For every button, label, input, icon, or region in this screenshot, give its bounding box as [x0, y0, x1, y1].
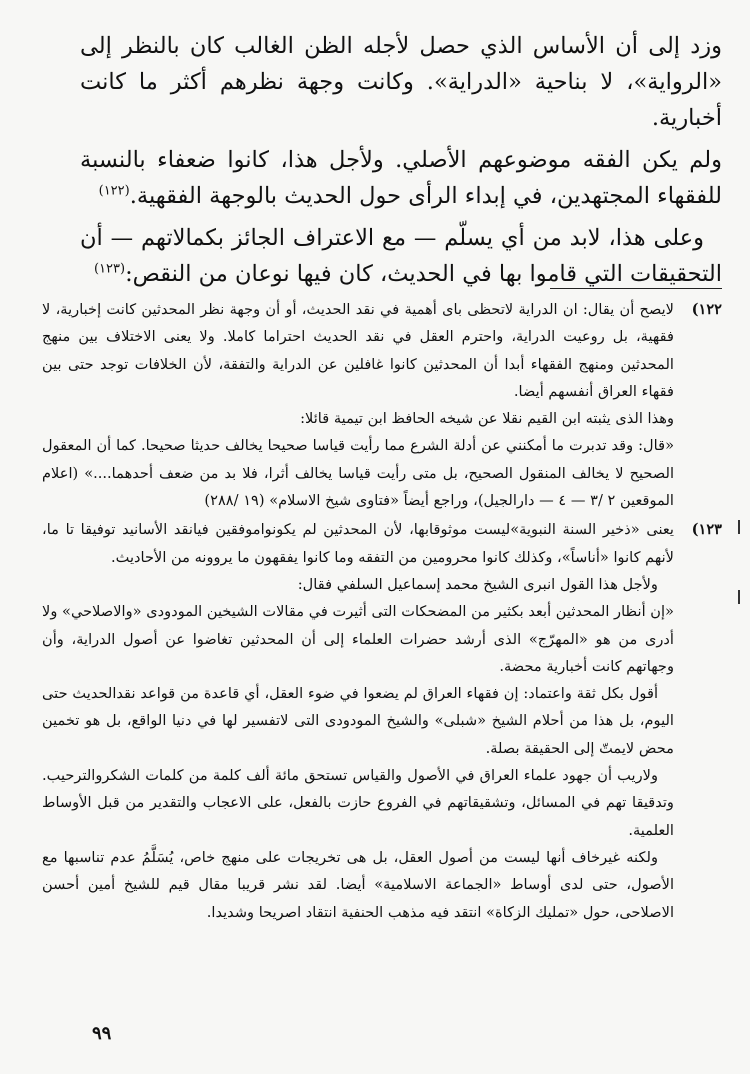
margin-mark: [738, 520, 740, 534]
footnote-paragraph: أقول بكل ثقة واعتماد: إن فقهاء العراق لم يضعوا في ضوء العقل، أي قاعدة من قواعد نقدالحديث حتى اليوم، بل هذا من أحلام الشيخ «شبلى» والشيخ المودودى التى لاتفسير لها في دنيا الواقع، بل هو تخمين محض لايمتّ إلى الحقيقة بصلة.: [42, 685, 674, 757]
footnote-paragraph: وهذا الذى يثبته ابن القيم نقلا عن شيخه الحافظ ابن تيمية قائلا:: [300, 410, 674, 428]
footnote-paragraph: ولكنه غيرخاف أنها ليست من أصول العقل، بل هى تخريجات على منهج خاص، يُسَلَّمُ عدم تناسبها مع الأصول، حتى لدى أوساط «الجماعة الاسلامية» أيضا. لقد نشر قريبا مقال قيم للشيخ أمين أحسن الاصلاحى، حول «تمليك الزكاة» انتقد فيه مذهب الحنفية انتقاد اصريحا وشديدا.: [42, 848, 674, 921]
main-paragraph-1: وزد إلى أن الأساس الذي حصل لأجله الظن الغالب كان بالنظر إلى «الرواية»، لا بناحية «الدراية». وكانت وجهة نظرهم أكثر ما كانت أخبارية.: [80, 33, 722, 131]
main-paragraph-2: [80, 142, 722, 214]
footnote-number: ١٢٢): [691, 301, 722, 318]
footnote-paragraph: لايصح أن يقال: ان الدراية لاتحظى باى أهمية في نقد الحديث، أو أن وجهة نظر المحدثين كانت إخبارية، لا فقهية، بل روعيت الدراية، واحترم العقل في نقد الحديث احتراما كاملا. ولا يعنى الاختلاف بين منهج المحدثين ومنهج الفقهاء أبدا أن المحدثين كانوا غافلين عن الدراية والتفقة، لأن الخلافات توجد حتى بين فقهاء العراق أنفسهم أيضا.: [42, 301, 674, 400]
footnote-paragraph: ولاريب أن جهود علماء العراق في الأصول والقياس تستحق مائة ألف كلمة من كلمات الشكروالترحيب. وتدقيقا تهم في المسائل، وتشقيقاتهم في الفروع حازت بالفعل، على الاعجاب والتقدير من قبل الأوساط العلمية.: [42, 767, 674, 839]
main-text: [80, 28, 722, 298]
footnote-number: ١٢٣): [691, 521, 722, 539]
main-paragraph-3-text: وعلى هذا، لابد من أي يسلّم — مع الاعتراف الجائز بكمالاتهم — أن التحقيقات التي قاموا بها في الحديث، كان فيها نوعان من النقص:: [80, 225, 722, 287]
footnote-122: [42, 296, 722, 514]
footnote-ref-122: (١٢٢): [98, 183, 130, 199]
margin-mark: [738, 590, 740, 604]
footnote-ref-123: (١٢٣): [93, 261, 126, 277]
footnote-123: [42, 516, 722, 925]
footnote-quote: «إن أنظار المحدثين أبعد بكثير من المضحكات التى أثيرت في مقالات الشيخين المودودى «والاصلاحي» ولا أدرى من هو «المهرّج» الذى أرشد حضرات العلماء إلى أن المحدثين تغاضوا عن أصول الدراية، وأن وجهاتهم كانت أخبارية محضة.: [42, 603, 674, 675]
footnote-quote: «قال: وقد تدبرت ما أمكنني عن أدلة الشرع مما رأيت قياسا صحيحا يخالف حديثا صحيحا. كما أن المعقول الصحيح لا يخالف المنقول الصحيح، بل متى رأيت قياسا يخالف أثرا، فلا بد من ضعف أحدهما....» (اعلام الموقعين ٢ /٣ — ٤ — دارالجيل)، وراجع أيضاً «فتاوى شيخ الاسلام» (١٩ /٢٨٨): [42, 437, 674, 510]
footnote-divider: [550, 288, 722, 289]
footnotes: [42, 296, 722, 926]
main-paragraph-2-text: ولم يكن الفقه موضوعهم الأصلي. ولأجل هذا، كانوا ضعفاء بالنسبة للفقهاء المجتهدين، في إبداء الرأى حول الحديث بالوجهة الفقهية.: [80, 147, 722, 209]
main-paragraph-3: [80, 220, 722, 292]
footnote-paragraph: يعنى «ذخير السنة النبوية»ليست موثوقابها، لأن المحدثين لم يكونواموفقين فيانقد الأسانيد توفيقا تا ما، لأنهم كانوا «أناساً»، وكذلك كانوا محرومين من التفقه وما كانوا يفقهون ما يروونه من الأحاديث.: [42, 521, 674, 566]
page-number: ٩٩: [92, 1023, 112, 1044]
footnote-paragraph: ولأجل هذا القول انبرى الشيخ محمد إسماعيل السلفي فقال:: [297, 575, 658, 593]
